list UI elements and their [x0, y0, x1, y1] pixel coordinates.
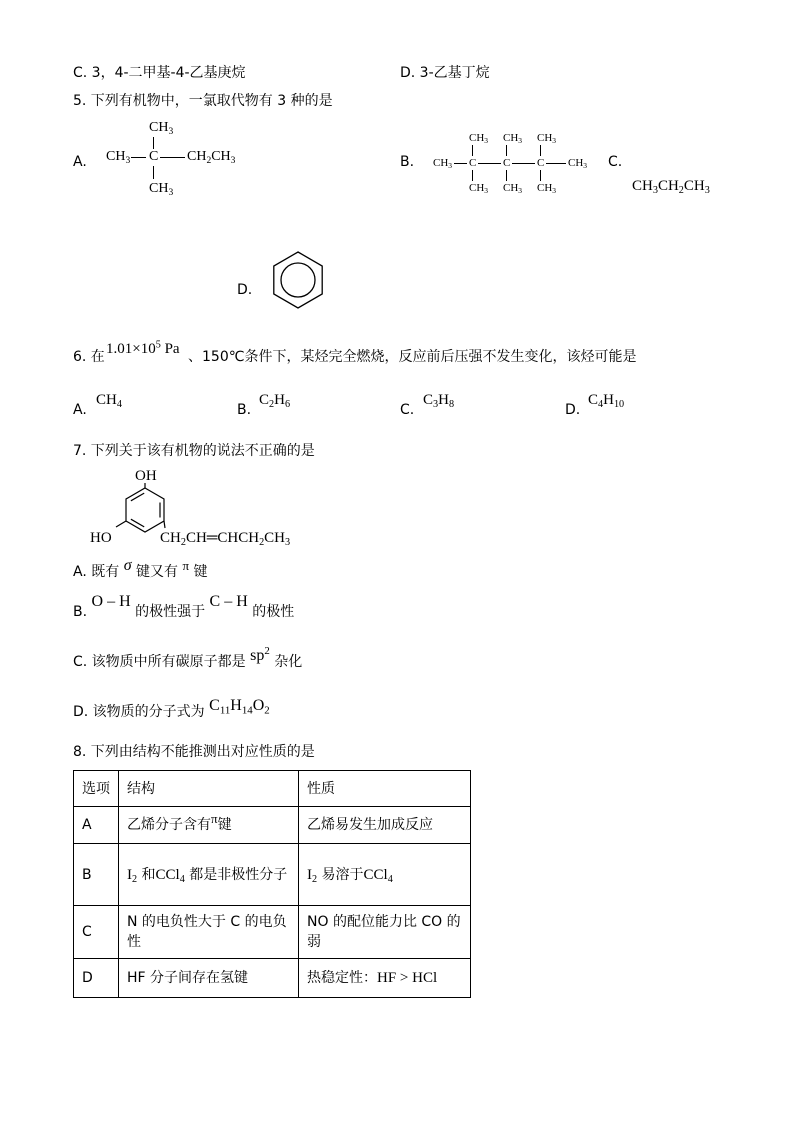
q7-option-b — [73, 593, 295, 622]
methyl-top-3 — [537, 131, 556, 145]
bond-h-3 — [512, 163, 535, 164]
methyl-top-2 — [503, 131, 522, 145]
q5-option-a-label: A. — [73, 154, 87, 170]
formula-subscript: 6 — [284, 399, 291, 411]
methyl-left — [106, 149, 130, 165]
bond-bottom — [153, 166, 154, 179]
formula-text: CH — [537, 182, 553, 194]
bond-bottom-1 — [472, 170, 473, 181]
formula-subscript: 3 — [518, 186, 523, 196]
bond-top — [153, 137, 154, 149]
formula-text: CH — [211, 149, 231, 164]
q5-option-c-formula — [632, 176, 710, 196]
formula-text: CH — [469, 182, 485, 194]
formula-text: CH — [657, 178, 679, 194]
formula-text: CH — [683, 178, 705, 194]
hydroxyl-top: OH — [135, 468, 157, 484]
header-property: 性质 — [299, 771, 471, 807]
formula-text: C — [209, 697, 220, 714]
formula-subscript: 8 — [448, 399, 455, 411]
formula-text: CH — [149, 181, 169, 196]
formula-text: CH — [537, 132, 553, 144]
iodine-formula — [307, 867, 317, 883]
q4-option-c: C. 3，4-二甲基-4-乙基庚烷 — [73, 65, 246, 81]
molecular-formula — [209, 697, 270, 717]
oh-bond: O – H — [91, 593, 131, 610]
hydroxyl-left: HO — [90, 530, 112, 546]
row-option: C — [74, 906, 119, 959]
formula-superscript: 2 — [264, 645, 270, 658]
row-structure — [119, 807, 299, 844]
carbon-2: C — [503, 157, 511, 169]
q6-option-b-label: B. — [237, 402, 252, 418]
q5-stem: 5. 下列有机物中，一氯取代物有 3 种的是 — [73, 93, 333, 109]
bond-h-4 — [546, 163, 566, 164]
formula-subscript: 3 — [552, 136, 557, 146]
formula-subscript: 3 — [433, 399, 439, 411]
table-row — [74, 906, 471, 959]
table-row — [74, 844, 471, 906]
sigma-symbol: σ — [123, 557, 132, 574]
bond-right — [160, 157, 185, 158]
ethyl-right — [187, 149, 235, 165]
bond-bottom-3 — [540, 170, 541, 181]
option-b-middle: 的极性强于 — [135, 604, 206, 620]
formula-subscript: 3 — [448, 161, 453, 171]
row-option: D — [74, 959, 119, 998]
formula-subscript: 2 — [312, 873, 318, 885]
formula-text: C — [259, 392, 270, 408]
property-text: 热稳定性： — [307, 970, 377, 986]
q6-option-c-label: C. — [400, 402, 415, 418]
bond-bottom-2 — [506, 170, 507, 181]
q6-option-d-label: D. — [565, 402, 581, 418]
formula-subscript: 2 — [269, 399, 275, 411]
formula-subscript: 3 — [652, 185, 658, 197]
option-b-suffix: 的极性 — [252, 604, 295, 620]
formula-subscript: 3 — [518, 136, 523, 146]
formula-text: CH — [149, 120, 169, 135]
option-a-middle: 键又有 — [136, 564, 179, 580]
formula-text: CH — [106, 149, 126, 164]
row-property: NO 的配位能力比 CO 的弱 — [299, 906, 471, 959]
formula-text: CH═CHCH — [185, 530, 260, 546]
formula-subscript: 3 — [230, 155, 236, 166]
formula-superscript: 5 — [155, 339, 161, 351]
formula-text: CCl — [155, 866, 180, 883]
structure-text: 乙烯分子含有 — [127, 817, 211, 833]
formula-text: CH — [568, 157, 584, 169]
formula-text: CH — [96, 392, 117, 408]
formula-text: CH — [469, 132, 485, 144]
stability-comparison: HF > HCl — [377, 970, 438, 986]
formula-subscript: 3 — [583, 161, 588, 171]
pi-symbol: π — [211, 811, 218, 826]
q6-option-c-formula — [423, 390, 454, 410]
formula-subscript: 3 — [484, 186, 489, 196]
formula-subscript: 3 — [704, 185, 710, 197]
q8-stem: 8. 下列由结构不能推测出对应性质的是 — [73, 744, 315, 760]
formula-text: I — [307, 866, 312, 883]
option-c-prefix: C. 该物质中所有碳原子都是 — [73, 654, 246, 670]
option-d-prefix: D. 该物质的分子式为 — [73, 704, 205, 720]
methyl-bottom-3 — [537, 181, 556, 195]
row-option: B — [74, 844, 119, 906]
formula-subscript: 3 — [168, 187, 174, 198]
q6-option-a-formula — [96, 390, 122, 410]
q7-stem: 7. 下列关于该有机物的说法不正确的是 — [73, 443, 315, 459]
formula-text: CH — [503, 132, 519, 144]
q7-option-d — [73, 697, 270, 722]
q5-option-b-structure — [430, 128, 595, 198]
formula-subscript: 2 — [180, 537, 186, 549]
bond-top-2 — [506, 145, 507, 156]
q5-option-b-label: B. — [400, 154, 415, 170]
carbon-3: C — [537, 157, 545, 169]
ch-bond: C – H — [209, 593, 248, 610]
formula-subscript: 4 — [598, 399, 604, 411]
formula-subscript: 4 — [387, 873, 393, 885]
benzene-ring-icon — [268, 248, 328, 312]
q6-condition-pressure — [106, 339, 180, 359]
q8-table — [73, 770, 471, 998]
formula-subscript: 4 — [179, 873, 185, 885]
structure-text: 键 — [217, 817, 232, 833]
formula-text: H — [603, 392, 614, 408]
row-option: A — [74, 807, 119, 844]
iodine-formula — [127, 867, 137, 883]
q7-option-a — [73, 557, 208, 582]
row-structure: N 的电负性大于 C 的电负性 — [119, 906, 299, 959]
q6-option-a-label: A. — [73, 402, 87, 418]
formula-subscript: 14 — [241, 704, 253, 717]
formula-text: CH — [632, 178, 653, 194]
q7-option-c — [73, 645, 303, 672]
methyl-right — [568, 156, 587, 170]
formula-text: C — [588, 392, 599, 408]
methyl-left — [433, 156, 452, 170]
table-header-row — [74, 771, 471, 807]
q6-stem-suffix: 、150℃条件下，某烃完全燃烧，反应前后压强不发生变化，该烃可能是 — [188, 349, 637, 365]
bond-top-3 — [540, 145, 541, 156]
q6-stem-prefix: 6. 在 — [73, 349, 105, 365]
formula-subscript: 3 — [552, 186, 557, 196]
formula-text: sp — [250, 647, 265, 664]
methyl-top-1 — [469, 131, 488, 145]
formula-subscript: 2 — [206, 155, 212, 166]
table-row — [74, 807, 471, 844]
formula-subscript: 2 — [678, 185, 684, 197]
formula-text: CH — [187, 149, 207, 164]
formula-text: I — [127, 866, 132, 883]
row-structure: HF 分子间存在氢键 — [119, 959, 299, 998]
formula-subscript: 2 — [259, 537, 265, 549]
option-a-prefix: A. 既有 — [73, 564, 120, 580]
formula-subscript: 11 — [219, 704, 231, 717]
bond-h-2 — [478, 163, 501, 164]
q5-option-a-structure — [100, 118, 245, 200]
formula-text: C — [423, 392, 434, 408]
row-property — [299, 959, 471, 998]
row-structure — [119, 844, 299, 906]
row-property — [299, 844, 471, 906]
ccl4-formula — [364, 867, 393, 883]
structure-text: 都是非极性分子 — [189, 866, 288, 883]
formula-subscript: 10 — [613, 399, 625, 411]
formula-subscript: 2 — [132, 873, 138, 885]
central-carbon: C — [149, 149, 159, 164]
property-text: 易溶于 — [321, 866, 364, 883]
methyl-top — [149, 120, 173, 136]
formula-text: CCl — [363, 866, 388, 883]
q5-option-c-label: C. — [608, 154, 623, 170]
bond-top-1 — [472, 145, 473, 156]
methyl-bottom-2 — [503, 181, 522, 195]
structure-text: 和 — [141, 866, 156, 883]
methyl-bottom — [149, 181, 173, 197]
formula-text: CH — [433, 157, 449, 169]
carbon-1: C — [469, 157, 477, 169]
formula-text: Pa — [160, 341, 180, 357]
option-a-suffix: 键 — [193, 564, 208, 580]
formula-text: 1.01×10 — [106, 341, 156, 357]
q5-option-d-label: D. — [237, 282, 253, 298]
formula-text: H — [274, 392, 285, 408]
formula-text: CH — [160, 530, 181, 546]
formula-text: CH — [264, 530, 286, 546]
formula-subscript: 3 — [484, 136, 489, 146]
formula-text: CH — [503, 182, 519, 194]
ccl4-formula — [156, 867, 185, 883]
hybridization — [250, 647, 270, 664]
q4-option-d: D. 3-乙基丁烷 — [400, 65, 490, 81]
methyl-bottom-1 — [469, 181, 488, 195]
bond-h-1 — [454, 163, 467, 164]
formula-text: H — [230, 697, 242, 714]
q6-option-b-formula — [259, 390, 290, 410]
formula-subscript: 3 — [125, 155, 131, 166]
row-property: 乙烯易发生加成反应 — [299, 807, 471, 844]
formula-subscript: 3 — [285, 537, 291, 549]
pi-symbol: π — [182, 558, 190, 573]
formula-subscript: 4 — [116, 399, 122, 411]
side-chain — [160, 528, 290, 548]
option-b-prefix: B. — [73, 604, 88, 620]
formula-text: H — [438, 392, 449, 408]
q6-option-d-formula — [588, 390, 624, 410]
formula-subscript: 2 — [264, 704, 270, 717]
header-structure: 结构 — [119, 771, 299, 807]
bond-left — [131, 157, 146, 158]
option-c-suffix: 杂化 — [274, 654, 303, 670]
formula-subscript: 3 — [168, 126, 174, 137]
table-row — [74, 959, 471, 998]
header-option: 选项 — [74, 771, 119, 807]
formula-text: O — [252, 697, 265, 714]
